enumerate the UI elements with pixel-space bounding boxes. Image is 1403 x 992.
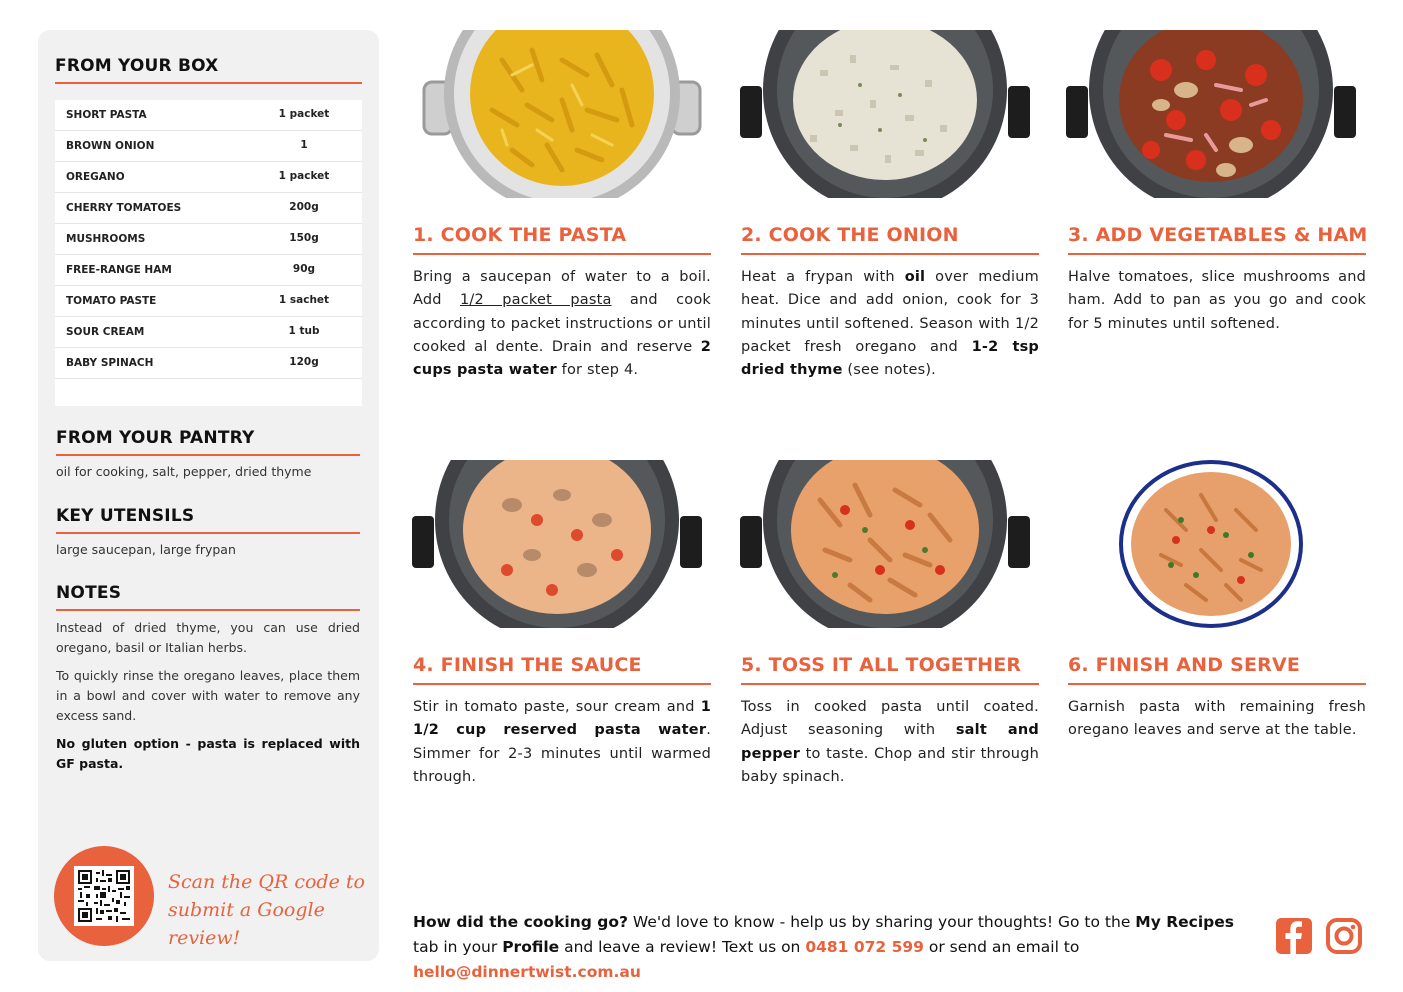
facebook-icon[interactable] — [1275, 917, 1313, 955]
step-1-rule — [413, 253, 711, 255]
ingredient-qty: 200g — [289, 201, 319, 213]
text-run: (see notes). — [842, 362, 936, 379]
ingredient-row — [55, 286, 362, 317]
text-run: to taste. Chop and stir through baby spinach. — [741, 745, 1039, 785]
text-run-bold: oil — [904, 269, 926, 285]
email-link[interactable]: hello@dinnertwist.com.au — [413, 963, 641, 981]
box-title-rule — [55, 82, 362, 84]
utensils-text: large saucepan, large frypan — [56, 542, 236, 557]
ingredient-qty: 120g — [289, 356, 319, 368]
text-run: and leave a review! Text us on — [559, 938, 806, 956]
qr-code-icon[interactable] — [74, 866, 134, 926]
utensils-title: KEY UTENSILS — [56, 506, 195, 526]
ingredient-row — [55, 255, 362, 286]
text-run: Stir in tomato paste, sour cream and — [413, 699, 701, 715]
ingredient-name: BABY SPINACH — [66, 357, 154, 369]
box-title: FROM YOUR BOX — [55, 56, 219, 76]
ingredient-name: SOUR CREAM — [66, 326, 145, 338]
ingredient-name: TOMATO PASTE — [66, 295, 157, 307]
notes-title-rule — [56, 609, 360, 611]
ingredient-name: OREGANO — [66, 171, 125, 183]
text-run: Garnish pasta with remaining fresh oregano leaves and serve at the table. — [1068, 699, 1366, 739]
ingredient-name: FREE-RANGE HAM — [66, 264, 172, 276]
step-2-photo — [740, 30, 1040, 198]
notes-gluten-option: No gluten option - pasta is replaced with GF pasta. — [56, 736, 360, 771]
phone-link[interactable]: 0481 072 599 — [805, 938, 924, 956]
ingredient-row — [55, 131, 362, 162]
ingredient-qty: 150g — [289, 232, 319, 244]
ingredient-name: BROWN ONION — [66, 140, 155, 152]
step-6-text — [1068, 696, 1366, 743]
step-5-rule — [741, 683, 1039, 685]
step-3-rule — [1068, 253, 1366, 255]
step-4-photo — [412, 460, 712, 628]
step-2-text — [741, 266, 1039, 382]
ingredient-qty: 1 — [300, 139, 308, 151]
text-run: . Simmer for 2-3 minutes until warmed through. — [413, 722, 711, 785]
ingredient-row — [55, 348, 362, 379]
ingredient-qty: 1 tub — [288, 325, 320, 337]
qr-caption-line: submit a Google review! — [168, 899, 325, 949]
text-run: over medium heat. Dice and add onion, cook for 3 minutes until softened. Season with 1/2 packet fresh oregano and — [741, 269, 1039, 355]
pantry-title-rule — [56, 454, 360, 456]
footer-question: How did the cooking go? — [413, 913, 628, 931]
notes-title: NOTES — [56, 583, 122, 603]
step-5-title: 5. TOSS IT ALL TOGETHER — [741, 654, 1022, 676]
ingredient-row — [55, 100, 362, 131]
step-1-title: 1. COOK THE PASTA — [413, 224, 627, 246]
text-run: Heat a frypan with — [741, 269, 905, 285]
text-run-bold: 1 1/2 cup reserved pasta water — [413, 699, 711, 739]
ingredient-name: SHORT PASTA — [66, 109, 147, 121]
step-6-rule — [1068, 683, 1366, 685]
feedback-footer — [413, 910, 1263, 985]
step-5-photo — [740, 460, 1040, 628]
pantry-title: FROM YOUR PANTRY — [56, 428, 255, 448]
text-run: or send an email to — [923, 938, 1080, 956]
text-run-bold: salt and pepper — [741, 722, 1040, 762]
text-run: tab in your — [413, 938, 503, 956]
step-1-text — [413, 266, 711, 382]
ingredient-row — [55, 317, 362, 348]
ingredients-sidebar — [38, 30, 379, 961]
text-run: We'd love to know - help us by sharing your thoughts! Go to the — [627, 913, 1136, 931]
ingredient-name: CHERRY TOMATOES — [66, 202, 182, 214]
qr-caption — [168, 868, 368, 952]
profile-label: Profile — [502, 938, 560, 956]
box-ingredients-table — [55, 100, 362, 406]
ingredient-name: MUSHROOMS — [66, 233, 146, 245]
pantry-text: oil for cooking, salt, pepper, dried thyme — [56, 464, 312, 479]
notes-paragraph: Instead of dried thyme, you can use dried oregano, basil or Italian herbs. — [56, 620, 360, 655]
ingredient-qty: 1 packet — [278, 170, 330, 182]
instagram-icon[interactable] — [1325, 917, 1363, 955]
step-1-photo — [412, 30, 712, 198]
text-run: Halve tomatoes, slice mushrooms and ham. Add to pan as you go and cook for 5 minutes until softened. — [1068, 269, 1366, 332]
ingredient-qty: 90g — [292, 263, 316, 275]
ingredient-row — [55, 224, 362, 255]
step-6-title: 6. FINISH AND SERVE — [1068, 654, 1301, 676]
step-3-title: 3. ADD VEGETABLES & HAM — [1068, 224, 1368, 246]
step-4-title: 4. FINISH THE SAUCE — [413, 654, 642, 676]
text-run-bold: 1-2 tsp dried thyme — [741, 338, 1039, 379]
text-run: and cook according to packet instructions or until cooked al dente. Drain and reserve — [413, 292, 711, 355]
qr-badge[interactable] — [54, 846, 154, 946]
text-run-underlined: 1/2 packet pasta — [460, 292, 612, 309]
step-3-text — [1068, 266, 1366, 336]
text-run: Toss in cooked pasta until coated. Adjust seasoning with — [741, 699, 1039, 739]
ingredient-row — [55, 162, 362, 193]
my-recipes-label: My Recipes — [1135, 913, 1234, 931]
step-4-rule — [413, 683, 711, 685]
step-2-title: 2. COOK THE ONION — [741, 224, 959, 246]
text-run: Bring a saucepan of water to a boil. Add — [413, 269, 711, 309]
step-4-text — [413, 696, 711, 789]
utensils-title-rule — [56, 532, 360, 534]
text-run: for step 4. — [556, 362, 639, 379]
ingredient-qty: 1 packet — [278, 108, 330, 120]
step-6-photo — [1066, 460, 1366, 628]
ingredient-qty: 1 sachet — [278, 294, 330, 306]
step-5-text — [741, 696, 1039, 789]
text-run-bold: 2 cups pasta water — [413, 338, 711, 379]
step-2-rule — [741, 253, 1039, 255]
ingredient-row — [55, 193, 362, 224]
qr-caption-line: Scan the QR code to — [168, 871, 365, 893]
notes-paragraph: To quickly rinse the oregano leaves, place them in a bowl and cover with water to remove any excess sand. — [56, 668, 360, 723]
step-3-photo — [1066, 30, 1366, 198]
